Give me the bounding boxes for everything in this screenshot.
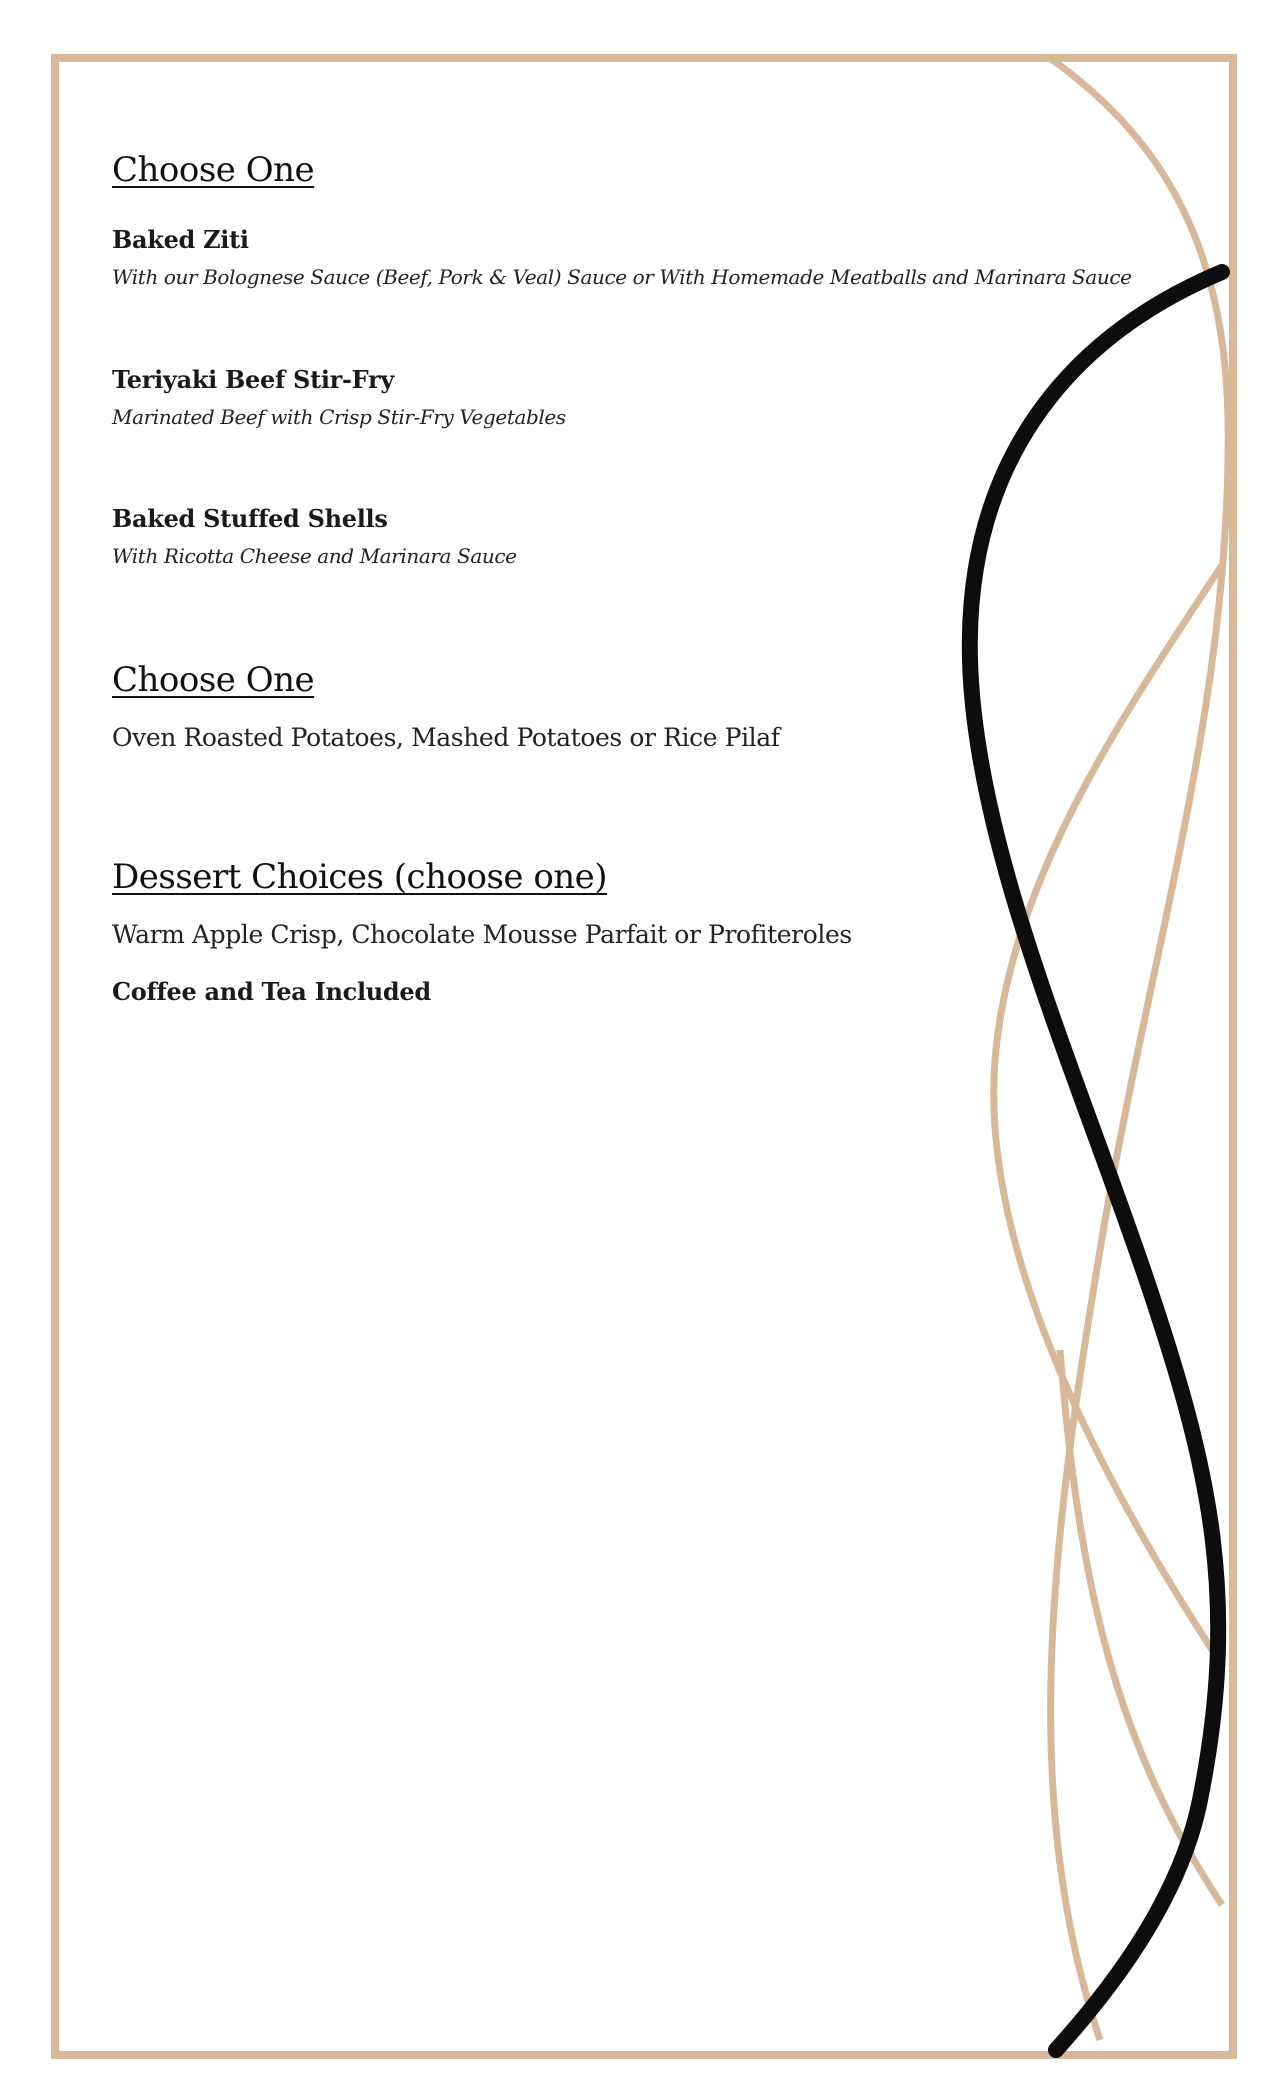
dessert-section [112, 857, 852, 1007]
menu-item-teriyaki-beef [112, 366, 566, 429]
item-name: Teriyaki Beef Stir-Fry [112, 365, 394, 394]
dessert-options: Warm Apple Crisp, Chocolate Mousse Parfait or Profiteroles [112, 919, 852, 949]
item-name: Baked Ziti [112, 225, 249, 254]
item-name: Baked Stuffed Shells [112, 504, 388, 533]
menu-item-stuffed-shells [112, 505, 517, 568]
item-description: Marinated Beef with Crisp Stir-Fry Vegetables [112, 404, 566, 429]
beverage-note: Coffee and Tea Included [112, 976, 431, 1006]
section-heading-entree: Choose One [112, 150, 315, 190]
section-heading-dessert: Dessert Choices (choose one) [112, 857, 608, 897]
item-description: With Ricotta Cheese and Marinara Sauce [112, 543, 517, 568]
menu-item-baked-ziti [112, 226, 1132, 289]
side-section [112, 660, 780, 753]
section-heading-sides: Choose One [112, 660, 315, 700]
entree-section [112, 150, 314, 191]
page-border [51, 54, 1237, 2059]
item-description: With our Bolognese Sauce (Beef, Pork & Veal) Sauce or With Homemade Meatballs and Marinara Sauce [112, 264, 1132, 289]
side-options: Oven Roasted Potatoes, Mashed Potatoes or Rice Pilaf [112, 722, 780, 752]
